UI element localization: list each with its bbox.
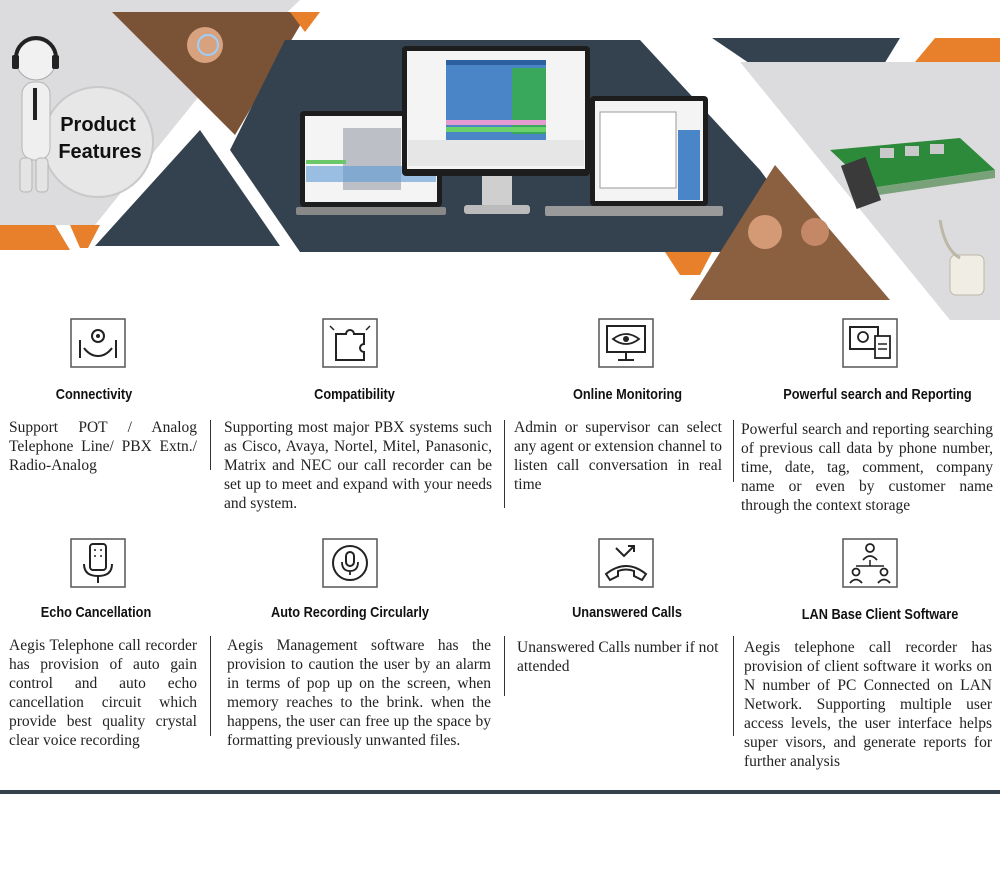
puzzle-icon <box>322 318 378 368</box>
hands-gear-icon <box>70 318 126 368</box>
feature-description: Admin or supervisor can select any agent or extension channel to listen call conversation in real time <box>514 419 722 493</box>
column-divider <box>504 420 505 508</box>
feature-description: Supporting most major PBX systems such as Cisco, Avaya, Nortel, Mitel, Panasonic, Matrix and NEC our call recorder can be set up to meet and expand with your needs and system. <box>224 419 492 512</box>
column-divider <box>504 636 505 696</box>
feature-title: Compatibility <box>314 386 395 403</box>
search-report-icon <box>842 318 898 368</box>
feature-title: Powerful search and Reporting <box>783 386 972 403</box>
feature-title: LAN Base Client Software <box>801 606 959 623</box>
column-divider <box>210 420 211 470</box>
microphone-icon <box>322 538 378 588</box>
echo-phone-icon <box>70 538 126 588</box>
hero-banner <box>0 0 1000 320</box>
feature-description: Unanswered Calls number if not attended <box>517 639 719 675</box>
feature-description: Aegis telephone call recorder has provision of client software it works on N number of PC Connected on LAN Network. Supporting multiple user access levels, the user interface helps super visors, and generate reports for further analysis <box>744 639 992 770</box>
feature-title: Auto Recording Circularly <box>271 604 429 621</box>
feature-title: Online Monitoring <box>572 386 683 403</box>
network-users-icon <box>842 538 898 588</box>
column-divider <box>733 420 734 482</box>
column-divider <box>733 636 734 736</box>
column-divider <box>210 636 211 736</box>
banner-title-line1: Product <box>60 114 136 136</box>
feature-description: Support POT / Analog Telephone Line/ PBX Extn./ Radio-Analog <box>9 419 197 474</box>
feature-title: Echo Cancellation <box>40 604 152 621</box>
feature-title: Unanswered Calls <box>572 604 682 621</box>
feature-title: Connectivity <box>55 386 133 403</box>
monitor-eye-icon <box>598 318 654 368</box>
feature-description: Powerful search and reporting searching of previous call data by phone number, time, date, tag, comment, company name or even by customer name through the context storage <box>741 421 993 514</box>
feature-description: Aegis Management software has the provision to caution the user by an alarm in terms of pop up on the screen, when memory reaches to the brink. when the happens, the user can free up the space by formatting previously unwanted files. <box>227 637 491 749</box>
banner-title-line2: Features <box>58 141 142 163</box>
missed-call-icon <box>598 538 654 588</box>
feature-description: Aegis Telephone call recorder has provision of auto gain control and auto echo cancellation circuit which provide best quality crystal clear voice recording <box>9 637 197 749</box>
bottom-rule <box>0 790 1000 794</box>
